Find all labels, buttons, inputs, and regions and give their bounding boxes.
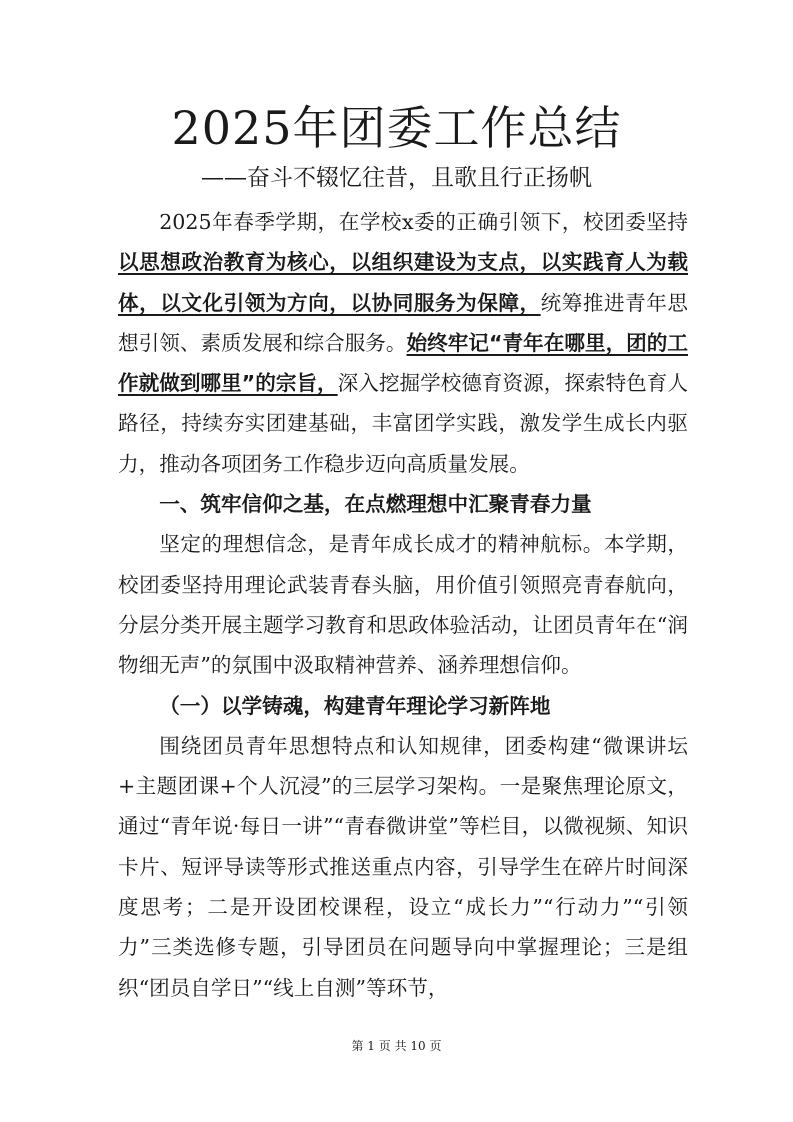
section-1-heading: 一、筑牢信仰之基，在点燃理想中汇聚青春力量 <box>159 492 592 517</box>
intro-text-part1: 2025年春季学期，在学校x委的正确引领下，校团委坚持 <box>159 210 688 234</box>
document-body <box>118 202 688 1008</box>
intro-emphasis-2: 始终牢记“青年在哪里，团的工作就做到哪里”的宗旨， <box>118 330 688 396</box>
footer-current-page: 1 <box>367 1039 375 1053</box>
subsection-1-paragraph: 围绕团员青年思想特点和认知规律，团委构建“微课讲坛+主题团课+个人沉浸”的三层学习架构。一是聚焦理论原文，通过“青年说·每日一讲”“青春微讲堂”等栏目，以微视频、知识卡片、短评导读等形式推送重点内容，引导学生在碎片时间深度思考；二是开设团校课程，设立“成长力”“行动力”“引领力”三类选修专题，引导团员在问题导向中掌握理论；三是组织“团员自学日”“线上自测”等环节， <box>118 733 688 1000</box>
document-subtitle: ——奋斗不辍忆往昔，且歌且行正扬帆 <box>201 165 592 191</box>
page-footer <box>0 1038 793 1054</box>
footer-suffix: 页 <box>429 1039 442 1053</box>
footer-prefix: 第 <box>351 1039 364 1053</box>
intro-emphasis-1: 以思想政治教育为核心，以组织建设为支点，以实践育人为载体，以文化引领为方向，以协同服务为保障， <box>118 250 688 315</box>
intro-paragraph <box>118 202 688 484</box>
footer-middle: 页 共 <box>378 1039 407 1053</box>
section-1-paragraph: 坚定的理想信念，是青年成长成才的精神航标。本学期，校团委坚持用理论武装青春头脑，用价值引领照亮青春航向，分层分类开展主题学习教育和思政体验活动，让团员青年在“润物细无声”的氛围中汲取精神营养、涵养理想信仰。 <box>118 532 688 678</box>
footer-total-pages: 10 <box>410 1039 426 1053</box>
subsection-1-heading: （一）以学铸魂，构建青年理论学习新阵地 <box>159 693 551 718</box>
document-title: 2025年团委工作总结 <box>171 101 622 155</box>
intro-text-part3: 深入挖掘学校德育资源，探索特色育人路径，持续夯实团建基础，丰富团学实践，激发学生成长内驱力，推动各项团务工作稳步迈向高质量发展。 <box>118 371 688 476</box>
intro-text-part2: 统筹推进青年思想引领、素质发展和综合服务。 <box>118 290 689 355</box>
